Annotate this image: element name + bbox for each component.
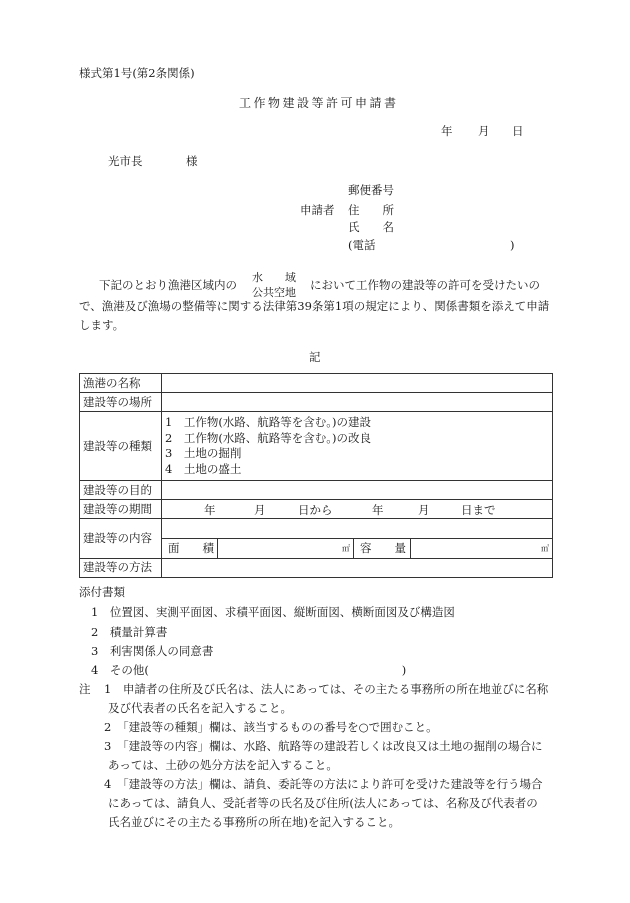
period-to: 日まで xyxy=(461,503,496,517)
port-name-label: 漁港の名称 xyxy=(80,374,162,393)
row-purpose xyxy=(80,481,553,500)
form-id: 様式第1号(第2条関係) xyxy=(79,66,195,80)
addressee-name: 光市長 xyxy=(108,154,143,168)
ki-heading: 記 xyxy=(309,350,321,364)
applicant-address: 住 所 xyxy=(348,203,394,217)
intro-public: 公共空地 xyxy=(252,286,296,299)
note-line: にあっては、請負人、受託者等の氏名及び住所(法人にあっては、名称及び代表者の xyxy=(108,796,538,810)
date-day: 日 xyxy=(512,124,524,138)
period-value[interactable] xyxy=(162,500,553,519)
attachment-item-4: 4 その他( ) xyxy=(91,663,407,677)
row-port-name xyxy=(80,374,553,393)
period-month1: 月 xyxy=(254,503,266,517)
content-value[interactable] xyxy=(162,519,552,538)
attachment-item-2: 2 積量計算書 xyxy=(91,625,168,639)
area-label: 面 積 xyxy=(162,539,218,558)
content-inner xyxy=(162,519,552,558)
period-month2: 月 xyxy=(418,503,430,517)
application-table xyxy=(79,373,553,578)
period-year1: 年 xyxy=(204,503,216,517)
kind-option-1[interactable]: 1 工作物(水路、航路等を含む。)の建設 xyxy=(165,415,372,429)
note-line: 氏名並びにその主たる事務所の所在地)を記入すること。 xyxy=(108,815,400,829)
port-name-value[interactable] xyxy=(162,374,553,393)
area-volume-row xyxy=(162,538,552,558)
document-title: 工作物建設等許可申請書 xyxy=(239,96,399,110)
row-period xyxy=(80,500,553,519)
row-kind xyxy=(80,412,553,481)
method-value[interactable] xyxy=(162,558,553,577)
volume-unit[interactable]: ㎥ xyxy=(541,543,549,553)
applicant-phone-open: (電話 xyxy=(348,238,376,252)
attachment-item-3: 3 利害関係人の同意書 xyxy=(91,644,214,658)
addressee-suffix: 様 xyxy=(186,154,198,168)
date-year: 年 xyxy=(441,124,453,138)
intro-part1: 下記のとおり漁港区域内の xyxy=(99,278,237,292)
intro-water: 水 域 xyxy=(252,271,296,284)
note-line: あっては、土砂の処分方法を記入すること。 xyxy=(108,758,338,772)
area-unit[interactable]: ㎡ xyxy=(218,539,354,558)
row-location xyxy=(80,393,553,412)
location-value[interactable] xyxy=(162,393,553,412)
applicant-phone-close: ) xyxy=(510,238,515,252)
note-line: 3 「建設等の内容」欄は、水路、航路等の建設若しくは改良又は土地の掘削の場合に xyxy=(104,739,543,753)
attachment-item-1: 1 位置図、実測平面図、求積平面図、縦断面図、横断面図及び構造図 xyxy=(91,605,455,619)
location-label: 建設等の場所 xyxy=(80,393,162,412)
note-line: 1 申請者の住所及び氏名は、法人にあっては、その主たる事務所の所在地並びに名称 xyxy=(104,682,549,696)
period-year2: 年 xyxy=(372,503,384,517)
note-line: 及び代表者の氏名を記入すること。 xyxy=(108,701,292,715)
content-cell xyxy=(162,519,553,559)
notes-label: 注 xyxy=(79,682,91,696)
note-line: 2 「建設等の種類」欄は、該当するものの番号を○で囲むこと。 xyxy=(104,720,438,734)
kind-label: 建設等の種類 xyxy=(80,412,162,481)
purpose-label: 建設等の目的 xyxy=(80,481,162,500)
period-from: 日から xyxy=(298,503,333,517)
row-content xyxy=(80,519,553,559)
applicant-name: 氏 名 xyxy=(348,220,394,234)
volume-label: 容 量 xyxy=(354,539,411,558)
kind-option-3[interactable]: 3 土地の掘削 xyxy=(165,446,242,460)
method-label: 建設等の方法 xyxy=(80,558,162,577)
intro-line3: します。 xyxy=(79,318,125,332)
row-method xyxy=(80,558,553,577)
intro-part2: において工作物の建設等の許可を受けたいの xyxy=(310,278,540,292)
kind-option-4[interactable]: 4 土地の盛土 xyxy=(165,461,242,476)
applicant-postal: 郵便番号 xyxy=(348,183,394,197)
attachments-heading: 添付書類 xyxy=(79,585,125,599)
kind-option-2[interactable]: 2 工作物(水路、航路等を含む。)の改良 xyxy=(165,430,372,445)
period-label: 建設等の期間 xyxy=(80,500,162,519)
date-month: 月 xyxy=(478,124,490,138)
content-label: 建設等の内容 xyxy=(80,519,162,559)
intro-line2: で、漁港及び漁場の整備等に関する法律第39条第1項の規定により、関係書類を添えて申請 xyxy=(79,299,550,313)
applicant-label: 申請者 xyxy=(300,203,335,217)
purpose-value[interactable] xyxy=(162,481,553,500)
kind-options xyxy=(162,412,553,481)
note-line: 4 「建設等の方法」欄は、請負、委託等の方法により許可を受けた建設等を行う場合 xyxy=(104,777,543,791)
